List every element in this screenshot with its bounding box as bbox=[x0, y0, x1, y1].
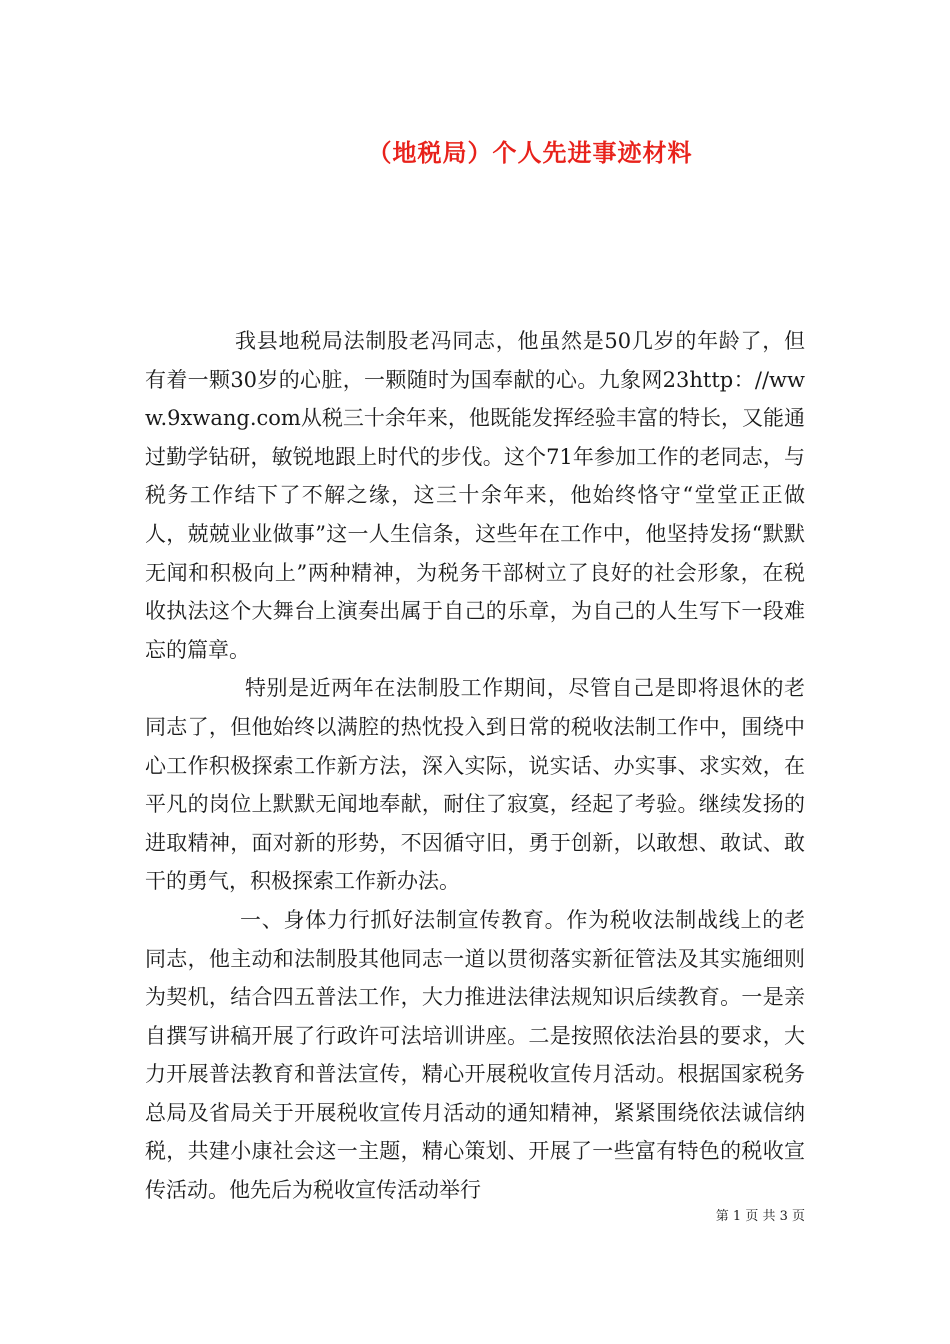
paragraph-2: 特别是近两年在法制股工作期间，尽管自己是即将退休的老同志了，但他始终以满腔的热忱投入到日常的税收法制工作中，围绕中心工作积极探索工作新方法，深入实际，说实话、办实事、求实效，在平凡的岗位上默默无闻地奉献，耐住了寂寞，经起了考验。继续发扬的进取精神，面对新的形势，不因循守旧，勇于创新，以敢想、敢试、敢干的勇气，积极探索工作新办法。 bbox=[145, 676, 805, 894]
page-number-footer: 第 1 页 共 3 页 bbox=[715, 1209, 805, 1224]
document-title: （地税局）个人先进事迹材料 bbox=[367, 138, 693, 167]
paragraph-1: 我县地税局法制股老冯同志，他虽然是50几岁的年龄了，但有着一颗30岁的心脏，一颗随时为国奉献的心。九象网23http：//www.9xwang.com从税三十余年来，他既能发挥经验丰富的特长，又能通过勤学钻研，敏锐地跟上时代的步伐。这个71年参加工作的老同志，与税务工作结下了不解之缘，这三十余年来，他始终恪守“堂堂正正做人，兢兢业业做事”这一人生信条，这些年在工作中，他坚持发扬“默默无闻和积极向上”两种精神，为税务干部树立了良好的社会形象，在税收执法这个大舞台上演奏出属于自己的乐章，为自己的人生写下一段难忘的篇章。 bbox=[145, 329, 805, 662]
document-body bbox=[145, 322, 805, 1210]
paragraph-3: 一、身体力行抓好法制宣传教育。作为税收法制战线上的老同志，他主动和法制股其他同志一道以贯彻落实新征管法及其实施细则为契机，结合四五普法工作，大力推进法律法规知识后续教育。一是亲自撰写讲稿开展了行政许可法培训讲座。二是按照依法治县的要求，大力开展普法教育和普法宣传，精心开展税收宣传月活动。根据国家税务总局及省局关于开展税收宣传月活动的通知精神，紧紧围绕依法诚信纳税，共建小康社会这一主题，精心策划、开展了一些富有特色的税收宣传活动。他先后为税收宣传活动举行 bbox=[145, 907, 805, 1203]
